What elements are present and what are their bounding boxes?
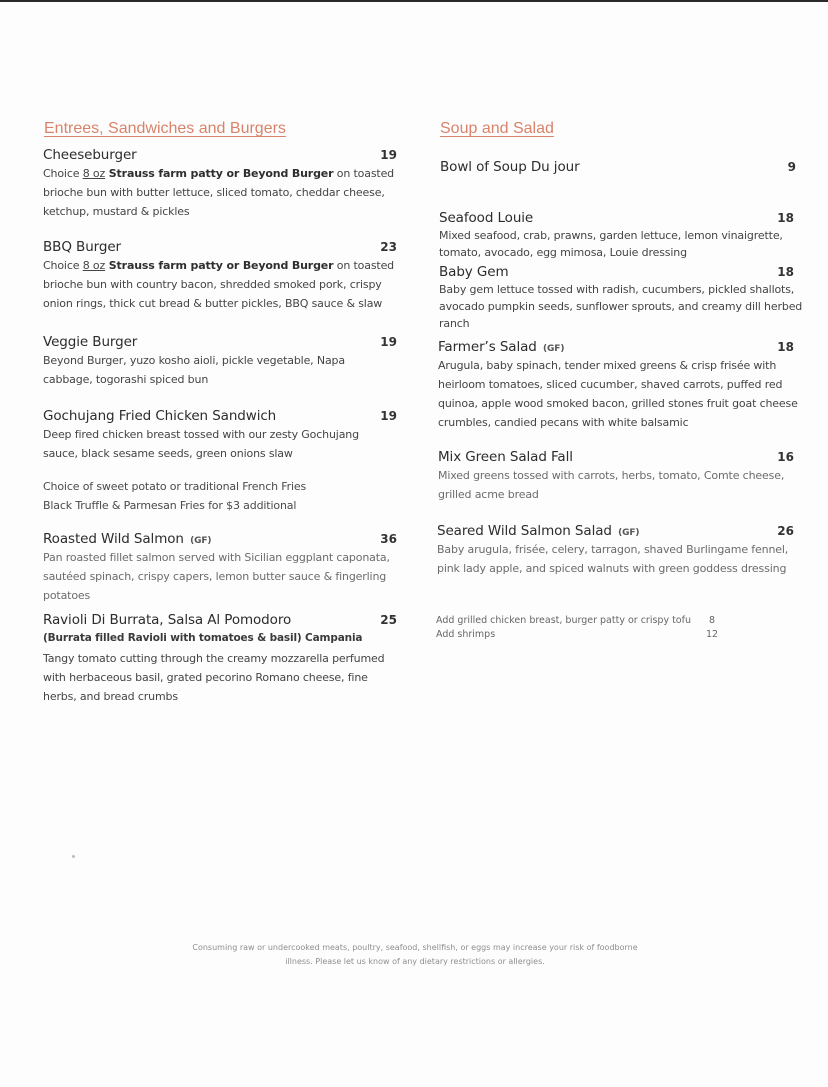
addon-row: [436, 614, 726, 628]
item-name: Baby Gem: [439, 264, 509, 280]
allergy-disclaimer: [170, 941, 660, 969]
gf-tag: (GF): [542, 344, 565, 354]
item-description: Arugula, baby spinach, tender mixed greens & crisp frisée with heirloom tomatoes, sliced cucumber, shaved carrots, puffed red quinoa, apple wood smoked bacon, grilled stones fruit goat cheese crumbles, candied pecans with white balsamic: [438, 359, 798, 429]
item-name: Cheeseburger: [43, 147, 137, 163]
item-name: BBQ Burger: [43, 239, 121, 255]
addon-price: 12: [706, 629, 719, 640]
menu-item: [43, 147, 397, 221]
menu-item: [439, 210, 794, 261]
item-name: Farmer’s Salad (GF): [438, 339, 565, 355]
menu-item: [439, 264, 803, 332]
top-border: [0, 0, 828, 2]
item-description: Deep fired chicken breast tossed with our zesty Gochujang sauce, black sesame seeds, green onions slaw: [43, 428, 359, 460]
gf-tag: (GF): [190, 536, 212, 546]
item-name: Gochujang Fried Chicken Sandwich: [43, 408, 277, 424]
menu-item: [43, 408, 397, 463]
addon-label: Add grilled chicken breast, burger patty or crispy tofu: [436, 615, 691, 626]
menu-item: [437, 523, 794, 578]
item-description: Beyond Burger, yuzo kosho aioli, pickle vegetable, Napa cabbage, togorashi spiced bun: [43, 354, 345, 386]
item-name: Bowl of Soup Du jour: [440, 159, 580, 175]
item-name: Seafood Louie: [439, 210, 534, 226]
menu-item: [43, 612, 397, 706]
item-name: Mix Green Salad Fall: [438, 449, 573, 465]
menu-item: [438, 449, 794, 504]
item-description: Choice 8 oz Strauss farm patty or Beyond Burger on toasted brioche bun with country bacon, shredded smoked pork, crispy onion rings, thick cut bread & butter pickles, BBQ sauce & slaw: [43, 259, 395, 310]
item-price: 26: [777, 524, 794, 538]
item-price: 23: [380, 240, 397, 254]
item-description: Baby gem lettuce tossed with radish, cucumbers, pickled shallots, avocado pumpkin seeds, sunflower sprouts, and creamy dill herbed ranch: [439, 283, 803, 330]
gf-tag: (GF): [618, 528, 640, 538]
section-heading-soup-salad: Soup and Salad: [440, 120, 554, 137]
fries-note: Choice of sweet potato or traditional French Fries: [43, 480, 307, 493]
item-price: 19: [380, 335, 397, 349]
truffle-fries-note: Black Truffle & Parmesan Fries for $3 additional: [43, 499, 297, 512]
item-price: 9: [787, 160, 796, 174]
item-price: 18: [777, 265, 794, 279]
item-description: Choice 8 oz Strauss farm patty or Beyond Burger on toasted brioche bun with butter lettuce, sliced tomato, cheddar cheese, ketchup, mustard & pickles: [43, 167, 395, 218]
item-name: Seared Wild Salmon Salad (GF): [437, 523, 640, 539]
item-price: 25: [380, 613, 397, 627]
disclaimer-line: Consuming raw or undercooked meats, poultry, seafood, shellfish, or eggs may increase your risk of foodborne: [192, 943, 638, 952]
menu-item: [43, 239, 397, 313]
item-description: Baby arugula, frisée, celery, tarragon, shaved Burlingame fennel, pink lady apple, and spiced walnuts with green goddess dressing: [437, 543, 789, 575]
item-price: 19: [380, 148, 397, 162]
item-price: 18: [777, 340, 794, 354]
speck: [72, 855, 75, 858]
addon-row: [436, 628, 726, 642]
disclaimer-line: illness. Please let us know of any dietary restrictions or allergies.: [285, 957, 545, 966]
item-price: 16: [777, 450, 794, 464]
item-description: Mixed greens tossed with carrots, herbs, tomato, Comte cheese, grilled acme bread: [438, 469, 785, 501]
section-heading-entrees: Entrees, Sandwiches and Burgers: [44, 120, 286, 137]
item-name: Veggie Burger: [43, 334, 138, 350]
item-name: Roasted Wild Salmon (GF): [43, 531, 212, 547]
menu-item: [43, 334, 397, 389]
item-price: 36: [380, 532, 397, 546]
addon-label: Add shrimps: [436, 629, 496, 640]
item-description: Tangy tomato cutting through the creamy mozzarella perfumed with herbaceous basil, grated pecorino Romano cheese, fine herbs, and bread crumbs: [43, 652, 385, 703]
item-price: 19: [380, 409, 397, 423]
item-description: Pan roasted fillet salmon served with Sicilian eggplant caponata, sautéed spinach, crispy capers, lemon butter sauce & fingerling potatoes: [43, 551, 390, 602]
item-description: Mixed seafood, crab, prawns, garden lettuce, lemon vinaigrette, tomato, avocado, egg mimosa, Louie dressing: [439, 229, 783, 259]
addon-price: 8: [709, 615, 716, 626]
menu-item: [43, 531, 397, 605]
menu-item: [440, 159, 796, 175]
item-subtitle: (Burrata filled Ravioli with tomatoes & basil) Campania: [43, 632, 363, 644]
item-price: 18: [777, 211, 794, 225]
menu-item: [438, 339, 798, 432]
item-name: Ravioli Di Burrata, Salsa Al Pomodoro: [43, 612, 292, 628]
